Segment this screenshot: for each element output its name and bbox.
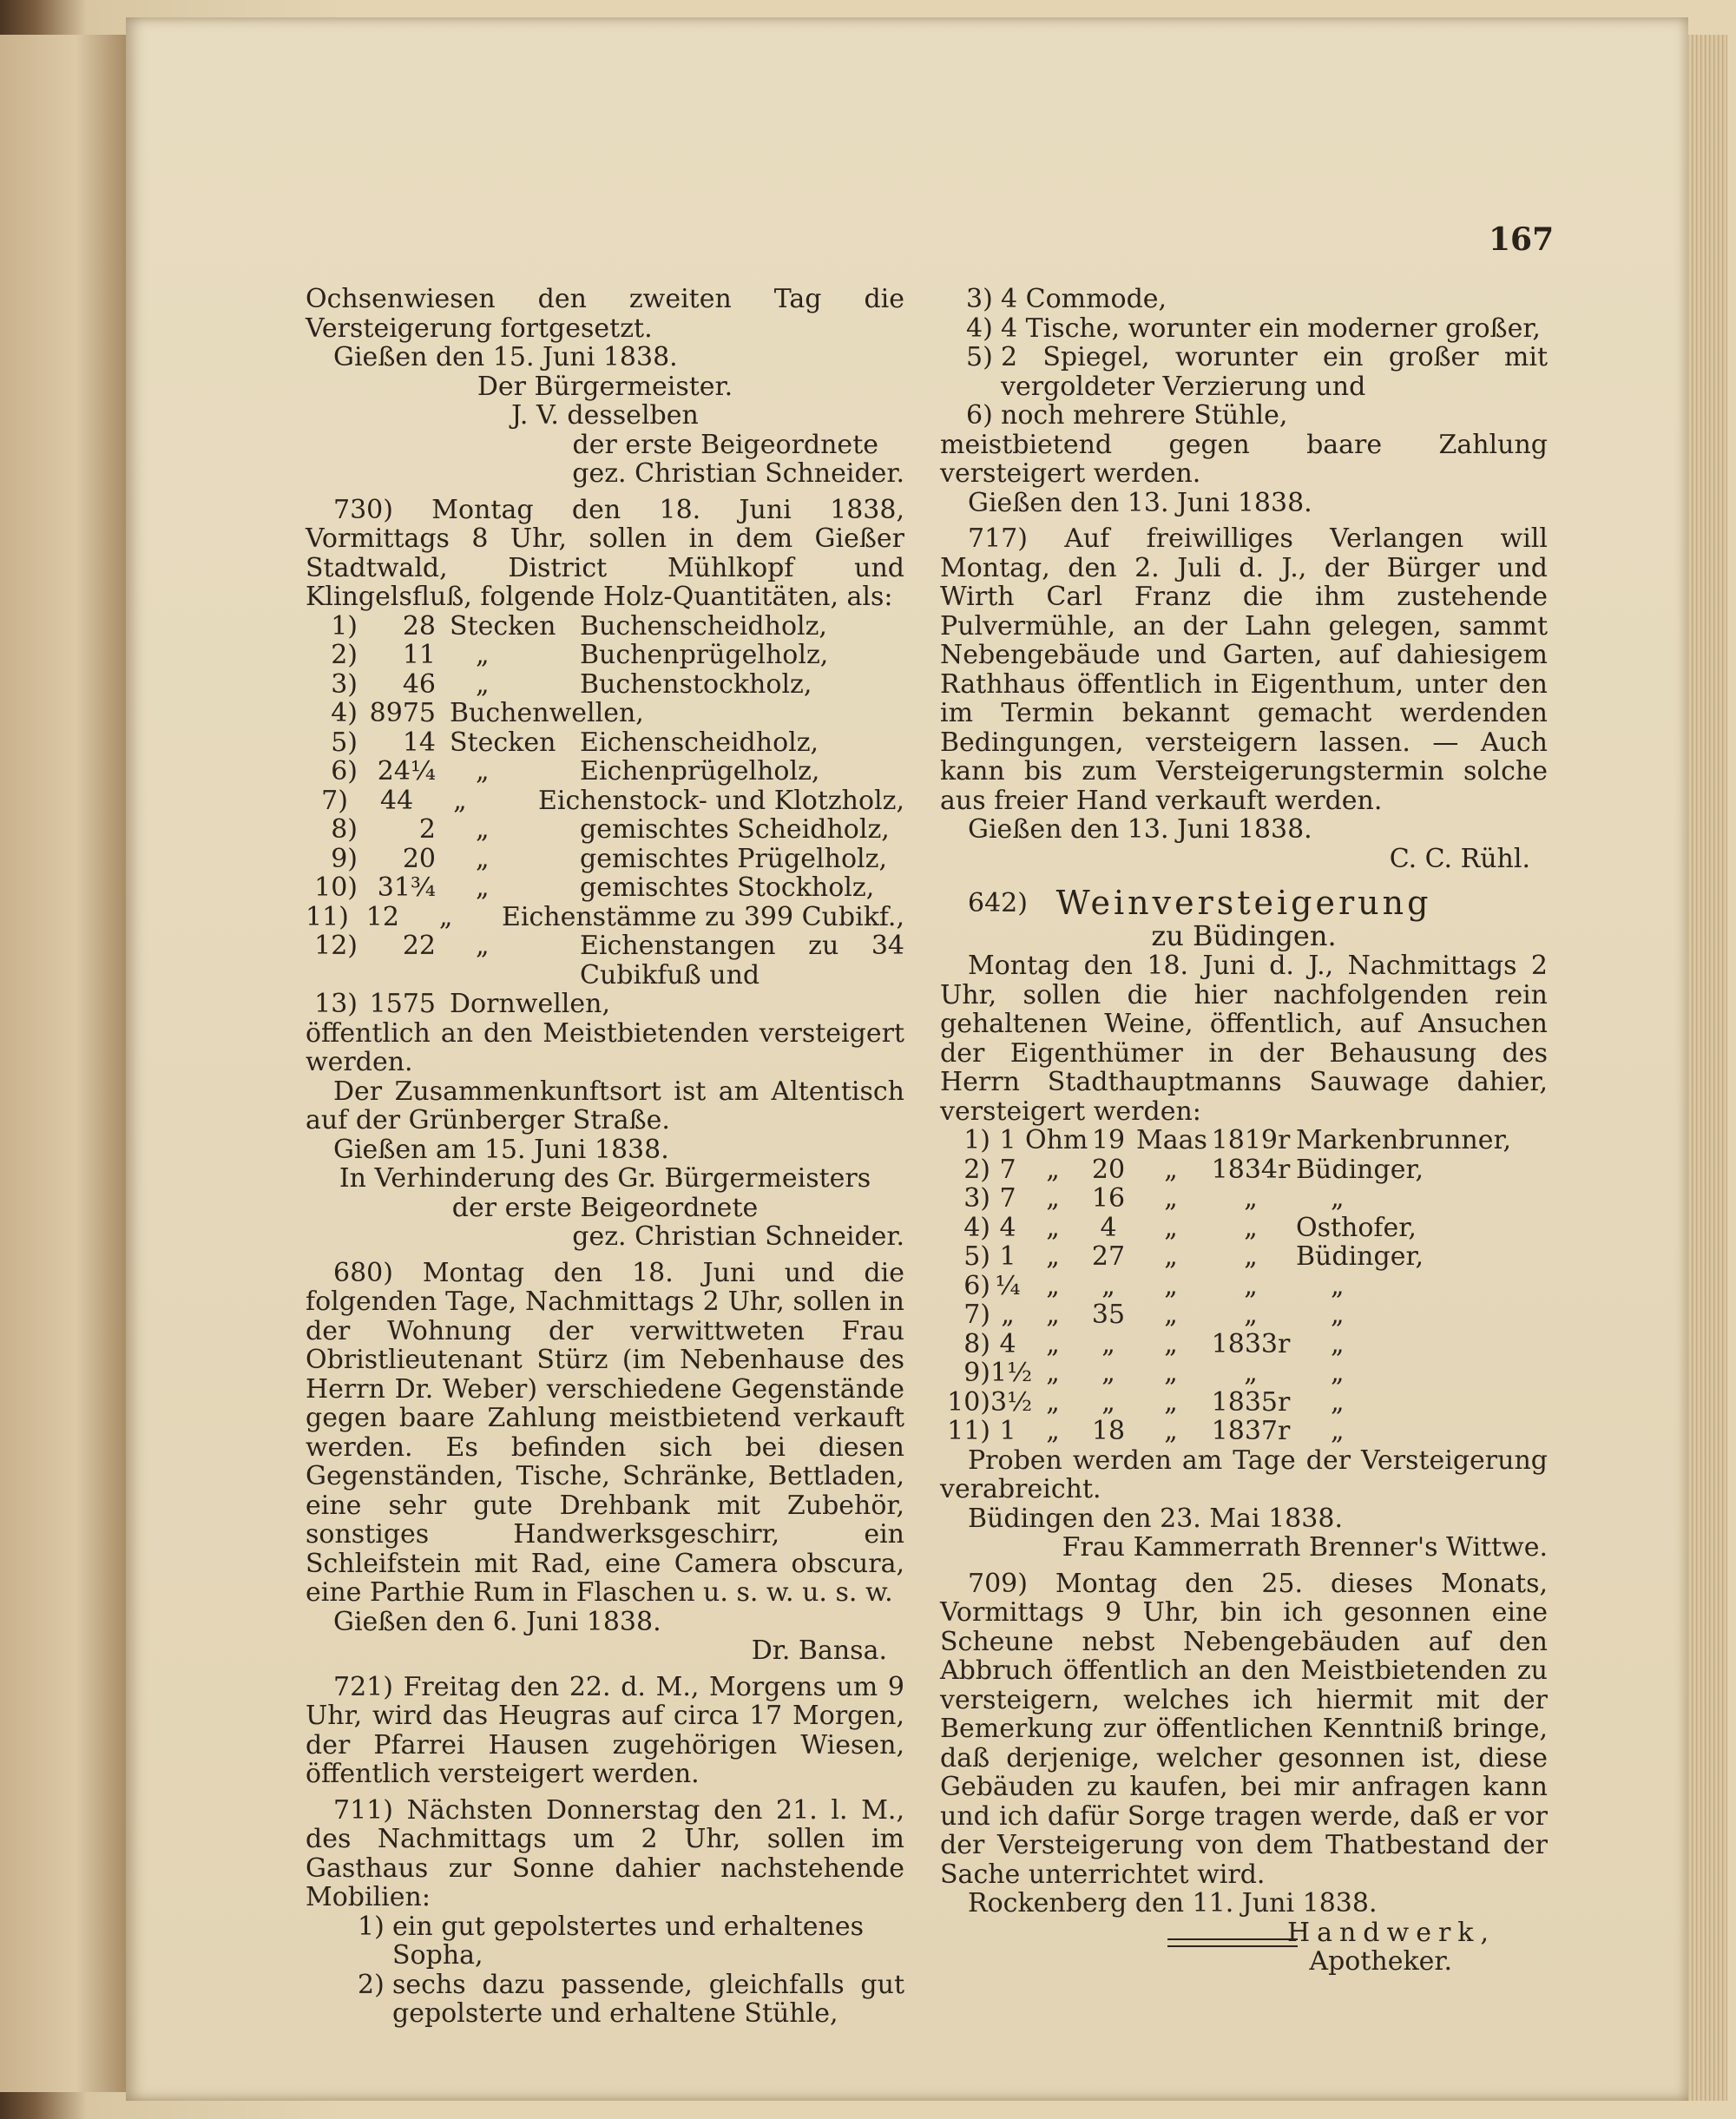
notice-text: Proben werden am Tage der Versteigerung verabreicht. — [940, 1444, 1548, 1504]
wine-row: 2) 7 „ 20 „ 1834r Büdinger, — [963, 1154, 1424, 1185]
date-line: Gießen den 15. Juni 1838. — [333, 342, 678, 372]
list-item: 10) 31¾ „ gemischtes Stockholz, — [314, 872, 875, 903]
list-item: 12) 22 „ Eichenstangen zu 34 Cubikfuß und — [314, 931, 904, 990]
signature-title: Apotheker. — [1309, 1946, 1452, 1977]
right-column — [940, 285, 1548, 1977]
notice-680: 680) Montag den 18. Juni und die folgenden Tage, Nachmittags 2 Uhr, sollen in der Wohnung der verwittweten Frau Obristlieutenant Stürz (im Nebenhause des Herrn Dr. Weber) verschiedene Gegenstände gegen baare Zahlung meistbietend verkauft werden. Es befinden sich bei diesen Gegenständen, Tische, Schränke, Bettladen, eine sehr gute Drehbank mit Zubehör, sonstiges Handwerksgeschirr, ein Schleifstein mit Rad, eine Camera obscura, eine Parthie Rum in Flaschen u. s. w. u. s. w. — [306, 1257, 904, 1608]
signature-line: der erste Beigeordnete — [451, 1192, 759, 1223]
page-number: 167 — [1489, 221, 1555, 258]
list-item: 7) 44 „ Eichenstock- und Klotzholz, — [321, 785, 904, 816]
signature-name: gez. Christian Schneider. — [572, 1221, 904, 1252]
signature-line: Der Bürgermeister. — [477, 371, 733, 402]
list-item: 2) 11 „ Buchenprügelholz, — [331, 640, 829, 670]
list-item: 1) 28 Stecken Buchenscheidholz, — [331, 610, 827, 642]
signature-name: gez. Christian Schneider. — [572, 458, 904, 489]
notice-730: 730) Montag den 18. Juni 1838, Vormittags 8 Uhr, sollen in dem Gießer Stadtwald, District Mühlkopf und Klingelsfluß, folgende Holz-Quantitäten, als: — [306, 494, 904, 612]
list-item: 2) sechs dazu passende, gleichfalls gut gepolsterte und erhaltene Stühle, — [358, 1969, 904, 2029]
list-item: 13) 1575 Dornwellen, — [314, 989, 611, 1019]
wine-row: 3) 7 „ 16 „ „ „ — [963, 1183, 1345, 1214]
list-item: 5) 2 Spiegel, worunter ein großer mit vergoldeter Verzierung und — [966, 342, 1548, 402]
list-item: 6) 24¼ „ Eichenprügelholz, — [331, 756, 820, 786]
notice-711: 711) Nächsten Donnerstag den 21. l. M., des Nachmittags um 2 Uhr, sollen im Gasthaus zur Sonne dahier nachstehende Mobilien: — [306, 1794, 904, 1912]
notice-text: Der Zusammenkunftsort ist am Altentisch auf der Grünberger Straße. — [306, 1076, 904, 1135]
date-line: Gießen am 15. Juni 1838. — [333, 1134, 669, 1165]
notice-709: 709) Montag den 25. dieses Monats, Vormittags 9 Uhr, bin ich gesonnen eine Scheune nebst Nebengebäuden auf den Abbruch öffentlich an den Meistbietenden zu versteigern, welches ich hiermit mit der Bemerkung zur öffentlichen Kenntniß bringe, daß derjenige, welcher gesonnen ist, diese Gebäuden zu kaufen, bei mir anfragen kann und ich dafür Sorge tragen werde, daß er vor der Versteigerung von dem Thatbestand der Sache unterrichtet wird. — [940, 1568, 1548, 1890]
facing-page-edge — [0, 35, 126, 2092]
list-item: 9) 20 „ gemischtes Prügelholz, — [331, 843, 887, 874]
end-rule — [1167, 1938, 1298, 1947]
list-item: 6) noch mehrere Stühle, — [966, 400, 1288, 431]
wine-row: 11) 1 „ 18 „ 1837r „ — [947, 1416, 1345, 1446]
date-line: Gießen den 13. Juni 1838. — [968, 487, 1312, 518]
list-item: 11) 12 „ Eichenstämme zu 399 Cubikf., — [306, 901, 904, 932]
wine-row: 4) 4 „ 4 „ „ Osthofer, — [963, 1212, 1417, 1243]
signature-line: der erste Beigeordnete — [572, 429, 878, 460]
list-item: 3) 46 „ Buchenstockholz, — [331, 668, 812, 700]
wine-auction-subtitle: zu Büdingen. — [1151, 919, 1337, 952]
notice-text: öffentlich an den Meistbietenden versteigert werden. — [306, 1017, 904, 1077]
signature-name: Dr. Bansa. — [751, 1635, 887, 1666]
notice-number: 642) — [968, 888, 1028, 918]
date-line: Gießen den 13. Juni 1838. — [968, 814, 1312, 845]
wine-list — [940, 1126, 1548, 1446]
wine-row: 10) 3½ „ „ „ 1835r „ — [947, 1386, 1345, 1418]
left-column — [306, 285, 904, 2029]
signature-line: J. V. desselben — [511, 400, 699, 431]
notice-text: meistbietend gegen baare Zahlung versteigert werden. — [940, 429, 1548, 489]
date-line: Gießen den 6. Juni 1838. — [333, 1606, 661, 1637]
wine-row: 6) ¼ „ „ „ „ „ — [963, 1270, 1345, 1301]
list-item: 5) 14 Stecken Eichenscheidholz, — [331, 727, 819, 758]
list-item: 1) ein gut gepolstertes und erhaltenes Sopha, — [358, 1911, 864, 1971]
wine-row: 5) 1 „ 27 „ „ Büdinger, — [963, 1241, 1424, 1272]
list-item: 4) 4 Tische, worunter ein moderner großer, — [966, 313, 1541, 344]
notice-642: Montag den 18. Juni d. J., Nachmittags 2 Uhr, sollen die hier nachfolgenden rein gehaltenen Weine, öffentlich, auf Ansuchen der Eigenthümer in der Behausung des Herrn Stadthauptmanns Sauwage dahier, versteigert werden: — [940, 951, 1548, 1127]
wine-row: 9) 1½ „ „ „ „ „ — [963, 1358, 1345, 1388]
wine-row: 7) „ „ 35 „ „ „ — [963, 1300, 1345, 1330]
signature-name: Handwerk, — [1286, 1917, 1496, 1948]
continued-text: Ochsenwiesen den zweiten Tag die Versteigerung fortgesetzt. — [306, 284, 904, 344]
signature-name: C. C. Rühl. — [1389, 843, 1530, 874]
wine-auction-title: Weinversteigerung — [1055, 884, 1432, 922]
date-line: Rockenberg den 11. Juni 1838. — [968, 1888, 1378, 1918]
signature-name: Frau Kammerrath Brenner's Wittwe. — [1062, 1532, 1548, 1563]
notice-721: 721) Freitag den 22. d. M., Morgens um 9 Uhr, wird das Heugras auf circa 17 Morgen, der Pfarrei Hausen zugehörigen Wiesen, öffentlich versteigert werden. — [306, 1671, 904, 1789]
signature-line: In Verhinderung des Gr. Bürgermeisters — [339, 1163, 871, 1194]
list-item: 8) 2 „ gemischtes Scheidholz, — [331, 814, 890, 845]
notice-717: 717) Auf freiwilliges Verlangen will Montag, den 2. Juli d. J., der Bürger und Wirth Carl Franz die ihm zustehende Pulvermühle, an der Lahn gelegen, sammt Nebengebäude und Garten, auf dahiesigem Rathhaus öffentlich in Eigenthum, unter den im Termin bekannt gemacht werdenden Bedingungen, versteigern lassen. — Auch kann bis zum Versteigerungstermin solche aus freier Hand verkauft werden. — [940, 523, 1548, 816]
wine-row: 1) 1 Ohm 19 Maas 1819r Markenbrunner, — [963, 1125, 1512, 1155]
date-line: Büdingen den 23. Mai 1838. — [968, 1503, 1343, 1534]
list-item: 4) 8975 Buchenwellen, — [331, 698, 644, 728]
wine-heading — [940, 885, 1548, 951]
wood-list — [306, 612, 904, 1019]
list-item: 3) 4 Commode, — [966, 284, 1167, 314]
wine-row: 8) 4 „ „ „ 1833r „ — [963, 1328, 1345, 1359]
